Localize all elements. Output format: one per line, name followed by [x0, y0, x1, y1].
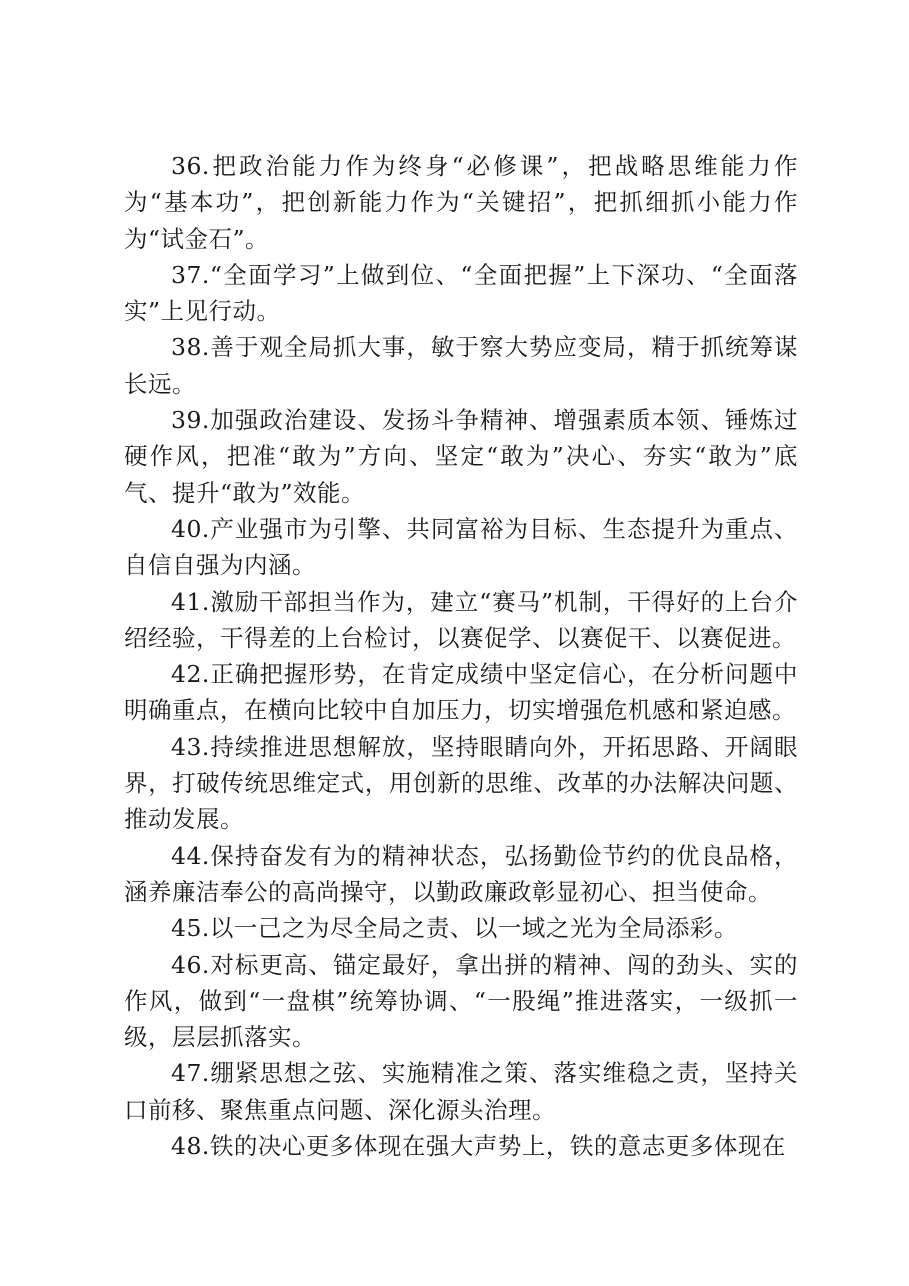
- paragraph-37: 37.“全面学习”上做到位、“全面把握”上下深功、“全面落实”上见行动。: [124, 260, 798, 326]
- paragraph-42: 42.正确把握形势，在肯定成绩中坚定信心，在分析问题中明确重点，在横向比较中自加压力，切实增强危机感和紧迫感。: [124, 660, 798, 725]
- paragraph-48: 48.铁的决心更多体现在强大声势上，铁的意志更多体现在: [171, 1132, 786, 1161]
- paragraph-38: 38.善于观全局抓大事，敏于察大势应变局，精于抓统筹谋长远。: [124, 333, 798, 398]
- paragraph-44: 44.保持奋发有为的精神状态，弘扬勤俭节约的优良品格，涵养廉洁奉公的高尚操守，以勤政廉政彰显初心、担当使命。: [124, 841, 798, 906]
- paragraph-47: 47.绷紧思想之弦、实施精准之策、落实维稳之责，坚持关口前移、聚焦重点问题、深化源头治理。: [124, 1059, 798, 1124]
- paragraph-40: 40.产业强市为引擎、共同富裕为目标、生态提升为重点、自信自强为内涵。: [124, 514, 798, 580]
- paragraph-45: 45.以一己之为尽全局之责、以一域之光为全局添彩。: [171, 914, 738, 943]
- paragraph-41: 41.激励干部担当作为，建立“赛马”机制，干得好的上台介绍经验，干得差的上台检讨，以赛促学、以赛促干、以赛促进。: [124, 587, 798, 652]
- document-body: [124, 148, 798, 1164]
- paragraph-43: 43.持续推进思想解放，坚持眼睛向外，开拓思路、开阔眼界，打破传统思维定式，用创新的思维、改革的办法解决问题、推动发展。: [124, 732, 798, 834]
- paragraph-36: 36.把政治能力作为终身“必修课”，把战略思维能力作为“基本功”，把创新能力作为“关键招”，把抓细抓小能力作为“试金石”。: [124, 152, 798, 253]
- paragraph-39: 39.加强政治建设、发扬斗争精神、增强素质本领、锤炼过硬作风，把准“敢为”方向、坚定“敢为”决心、夯实“敢为”底气、提升“敢为”效能。: [124, 406, 798, 507]
- paragraph-46: 46.对标更高、锚定最好，拿出拼的精神、闯的劲头、实的作风，做到“一盘棋”统筹协调、“一股绳”推进落实，一级抓一级，层层抓落实。: [124, 950, 798, 1052]
